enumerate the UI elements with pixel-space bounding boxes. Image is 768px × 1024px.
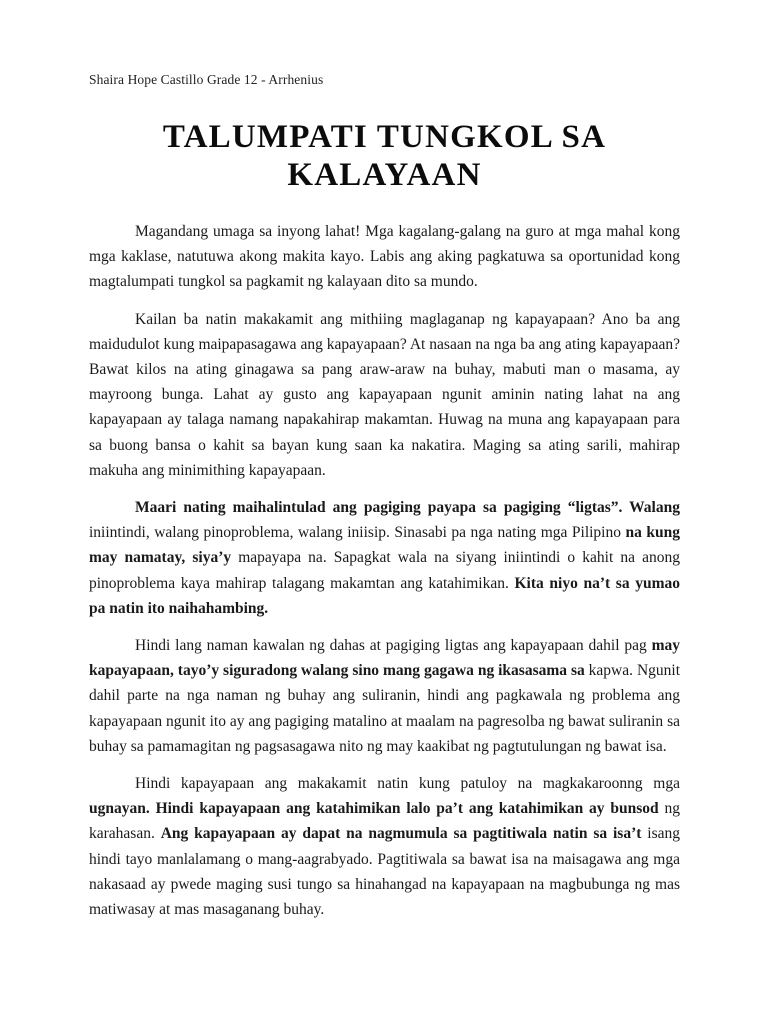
bold-text-run: may kapayapaan, tayo’y siguradong walang sino mang gagawa ng ikasasama sa: [89, 637, 680, 680]
text-run: ng karahasan.: [89, 800, 680, 843]
title-line: TALUMPATI TUNGKOL SA: [162, 119, 607, 155]
text-run: mapayapa na. Sapagkat wala na siyang iniintindi o kahit na anong pinoproblema kaya mahirap talagang makamtan ang katahimikan.: [89, 549, 681, 592]
bold-text-run: ugnayan. Hindi kapayapaan ang katahimikan lalo pa’t ang katahimikan ay bunsod: [89, 800, 659, 818]
page-title: [89, 118, 680, 194]
text-run: iniintindi, walang pinoproblema, walang iniisip. Sinasabi pa nga nating mga Pilipino: [89, 524, 626, 542]
text-run: Hindi kapayapaan ang makakamit natin kung patuloy na magkakaroonng mga: [135, 775, 680, 793]
title-line: KALAYAAN: [287, 157, 482, 193]
paragraph: [89, 495, 680, 621]
bold-text-run: na kung may namatay, siya’y: [89, 524, 681, 567]
text-run: Kailan ba natin makakamit ang mithiing maglaganap ng kapayapaan? Ano ba ang maidudulot kung maipapasagawa ang kapayapaan? At nasaan na nga ba ang ating kapayapaan? Bawat kilos na ating ginagawa sa pang araw-araw na buhay, mabuti man o masama, ay mayroong bunga. Lahat ay gusto ang kapayapaan ngunit aminin nating lahat na ang kapayapaan ay talaga namang napakahirap makamtan. Huwag na muna ang kapayapaan para sa buong bansa o kahit sa bayan kung saan ka nakatira. Maging sa ating sarili, mahirap makuha ang minimithing kapayapaan.: [89, 310, 680, 479]
paragraph: [89, 219, 680, 295]
paragraph: [89, 633, 680, 759]
bold-text-run: Ang kapayapaan ay dapat na nagmumula sa pagtitiwala natin sa isa’t: [160, 825, 642, 843]
speech-body: [89, 219, 680, 934]
text-run: kapwa. Ngunit dahil parte na nga naman ng buhay ang suliranin, hindi ang pagkawala ng problema ang kapayapaan ngunit ito ay ang pagiging matalino at maalam na pagresolba ng bawat suliranin sa buhay sa pamamagitan ng pagsasagawa nito ng may kaakibat ng pagtutulungan ng bawat isa.: [89, 662, 680, 755]
paragraph: [89, 307, 680, 483]
bold-text-run: Maari nating maihalintulad ang pagiging payapa sa pagiging “ligtas”. Walang: [135, 499, 680, 517]
text-run: Hindi lang naman kawalan ng dahas at pagiging ligtas ang kapayapaan dahil pag: [135, 637, 652, 655]
bold-text-run: Kita niyo na’t sa yumao pa natin ito naihahambing.: [89, 574, 680, 617]
text-run: isang hindi tayo manlalamang o mang-aagrabyado. Pagtitiwala sa bawat isa na maisagawa ang mga nakasaad ay pwede maging susi tungo sa hinahangad na kapayapaan na magbubunga ng mas matiwasay at mas masaganang buhay.: [89, 825, 680, 919]
text-run: Magandang umaga sa inyong lahat! Mga kagalang-galang na guro at mga mahal kong mga kaklase, natutuwa akong makita kayo. Labis ang aking pagkatuwa sa oportunidad kong magtalumpati tungkol sa pagkamit ng kalayaan dito sa mundo.: [89, 223, 680, 291]
author-header: Shaira Hope Castillo Grade 12 - Arrhenius: [89, 72, 324, 87]
paragraph: [89, 771, 680, 922]
